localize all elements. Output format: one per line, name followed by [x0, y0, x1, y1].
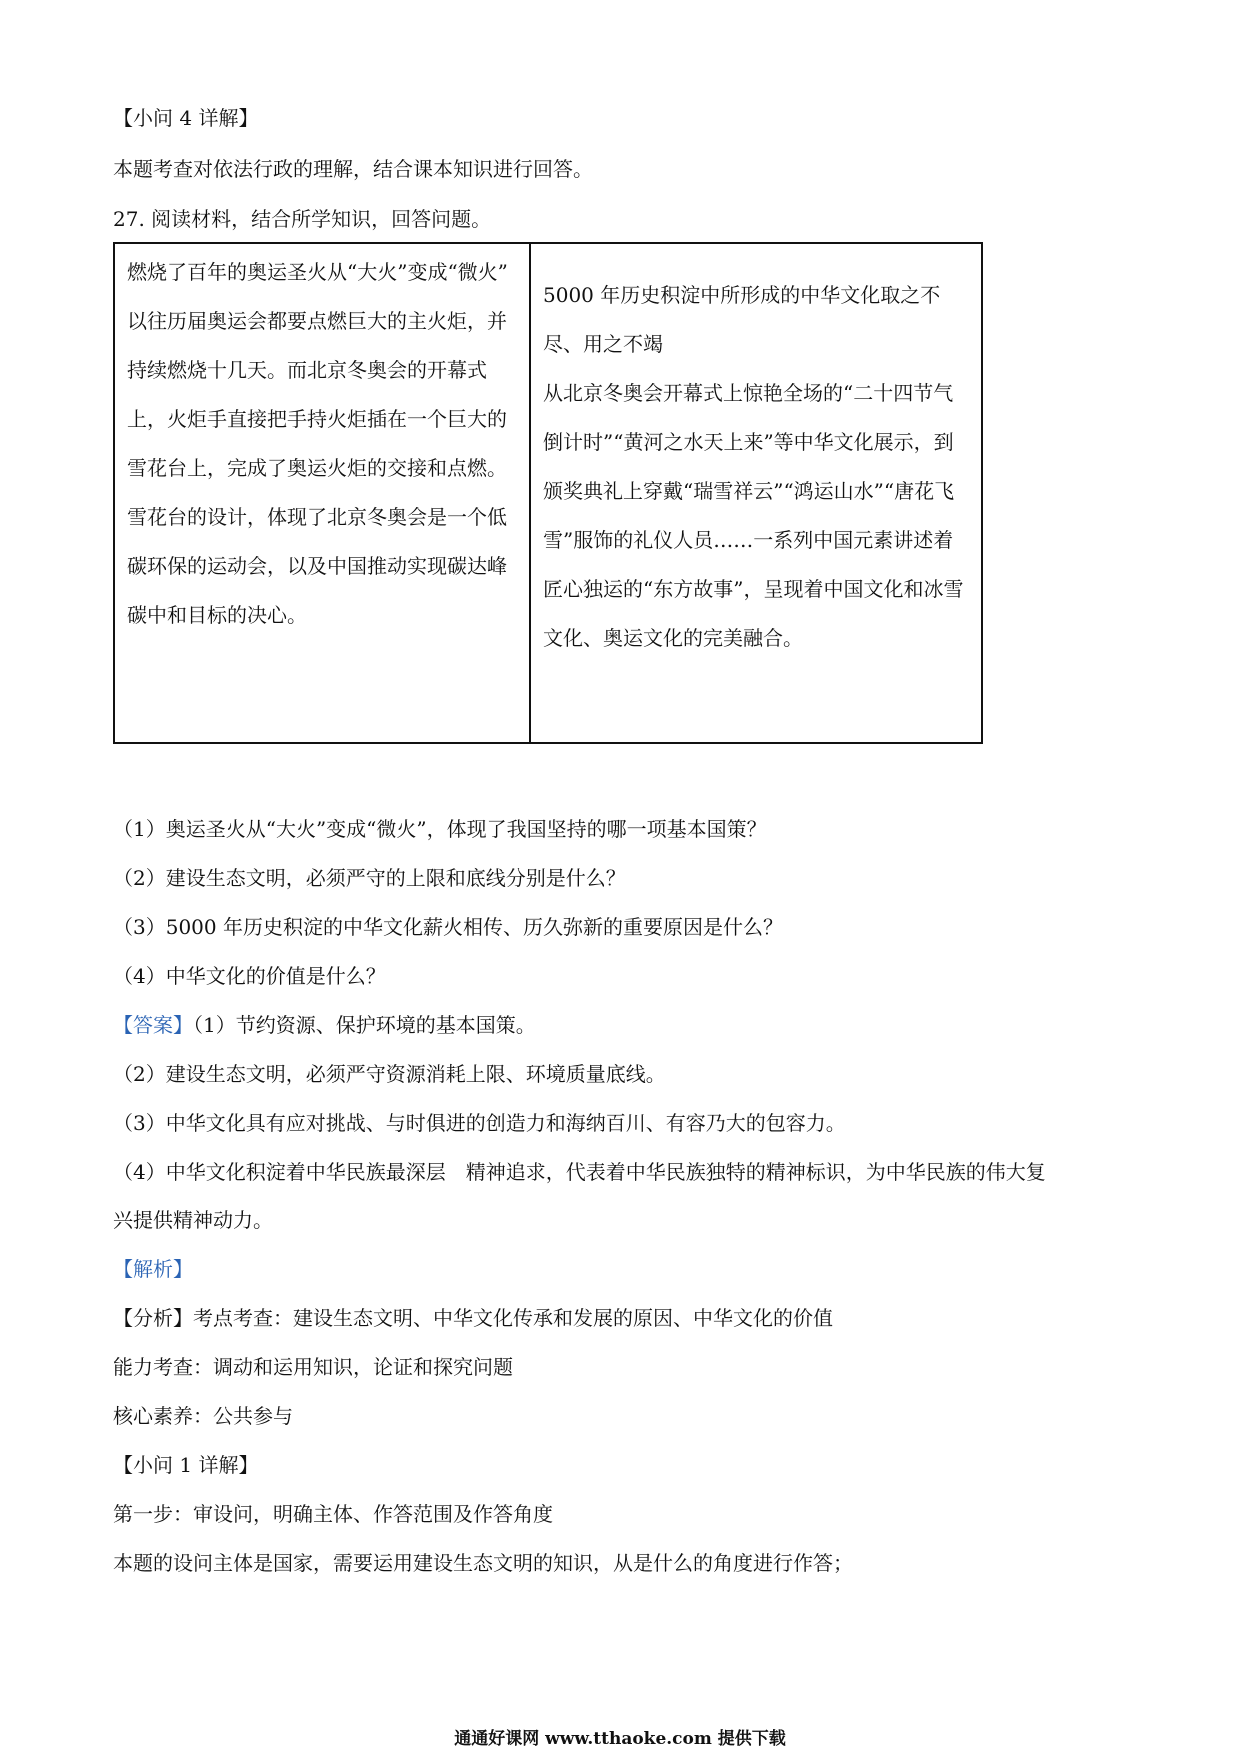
material-right-title: 5000 年历史积淀中所形成的中华文化取之不尽、用之不竭	[543, 283, 941, 356]
answer-1: （1）节约资源、保护环境的基本国策。	[193, 1013, 536, 1037]
analysis-literacy: 核心素养：公共参与	[113, 1404, 293, 1428]
analysis-tag: 【解析】	[113, 1257, 193, 1281]
analysis-point: 【分析】考点考查：建设生态文明、中华文化传承和发展的原因、中华文化的价值	[113, 1306, 833, 1330]
question-27-stem: 27. 阅读材料，结合所学知识，回答问题。	[113, 207, 492, 231]
material-left-cell	[115, 244, 531, 742]
answer-4-part-1: （4）中华文化积淀着中华民族最深层 精神追求，代表着中华民族独特的精神标识，为中华民族的伟大复	[113, 1160, 1046, 1184]
answer-tag: 【答案】	[113, 1013, 193, 1037]
analysis-step-1-detail: 本题的设问主体是国家，需要运用建设生态文明的知识，从是什么的角度进行作答；	[113, 1551, 853, 1575]
question-4: （4）中华文化的价值是什么？	[113, 964, 386, 988]
subquestion-4-heading: 【小问 4 详解】	[113, 106, 259, 130]
answer-line-1	[113, 1011, 536, 1039]
subquestion-4-explanation: 本题考查对依法行政的理解，结合课本知识进行回答。	[113, 157, 593, 181]
footer-watermark: 通通好课网 www.tthaoke.com 提供下载	[454, 1729, 786, 1749]
material-left-title: 燃烧了百年的奥运圣火从“大火”变成“微火”	[127, 260, 508, 284]
answer-4-part-2: 兴提供精神动力。	[113, 1208, 273, 1232]
analysis-step-1: 第一步：审设问，明确主体、作答范围及作答角度	[113, 1502, 553, 1526]
analysis-ability: 能力考查：调动和运用知识，论证和探究问题	[113, 1355, 513, 1379]
material-right-body: 从北京冬奥会开幕式上惊艳全场的“二十四节气倒计时”“黄河之水天上来”等中华文化展示，到颁奖典礼上穿戴“瑞雪祥云”“鸿运山水”“唐花飞雪”服饰的礼仪人员……一系列中国元素讲述着匠心独运的“东方故事”，呈现着中国文化和冰雪文化、奥运文化的完美融合。	[543, 381, 964, 650]
answer-3: （3）中华文化具有应对挑战、与时俱进的创造力和海纳百川、有容乃大的包容力。	[113, 1111, 846, 1135]
question-1: （1）奥运圣火从“大火”变成“微火”，体现了我国坚持的哪一项基本国策？	[113, 817, 767, 841]
subquestion-1-heading: 【小问 1 详解】	[113, 1453, 259, 1477]
material-right-cell	[531, 244, 981, 742]
material-left-body: 以往历届奥运会都要点燃巨大的主火炬，并持续燃烧十几天。而北京冬奥会的开幕式上，火炬手直接把手持火炬插在一个巨大的雪花台上，完成了奥运火炬的交接和点燃。雪花台的设计，体现了北京冬奥会是一个低碳环保的运动会，以及中国推动实现碳达峰碳中和目标的决心。	[127, 309, 507, 627]
material-table	[113, 242, 983, 744]
answer-2: （2）建设生态文明，必须严守资源消耗上限、环境质量底线。	[113, 1062, 666, 1086]
question-2: （2）建设生态文明，必须严守的上限和底线分别是什么？	[113, 866, 626, 890]
question-3: （3）5000 年历史积淀的中华文化薪火相传、历久弥新的重要原因是什么？	[113, 915, 783, 939]
